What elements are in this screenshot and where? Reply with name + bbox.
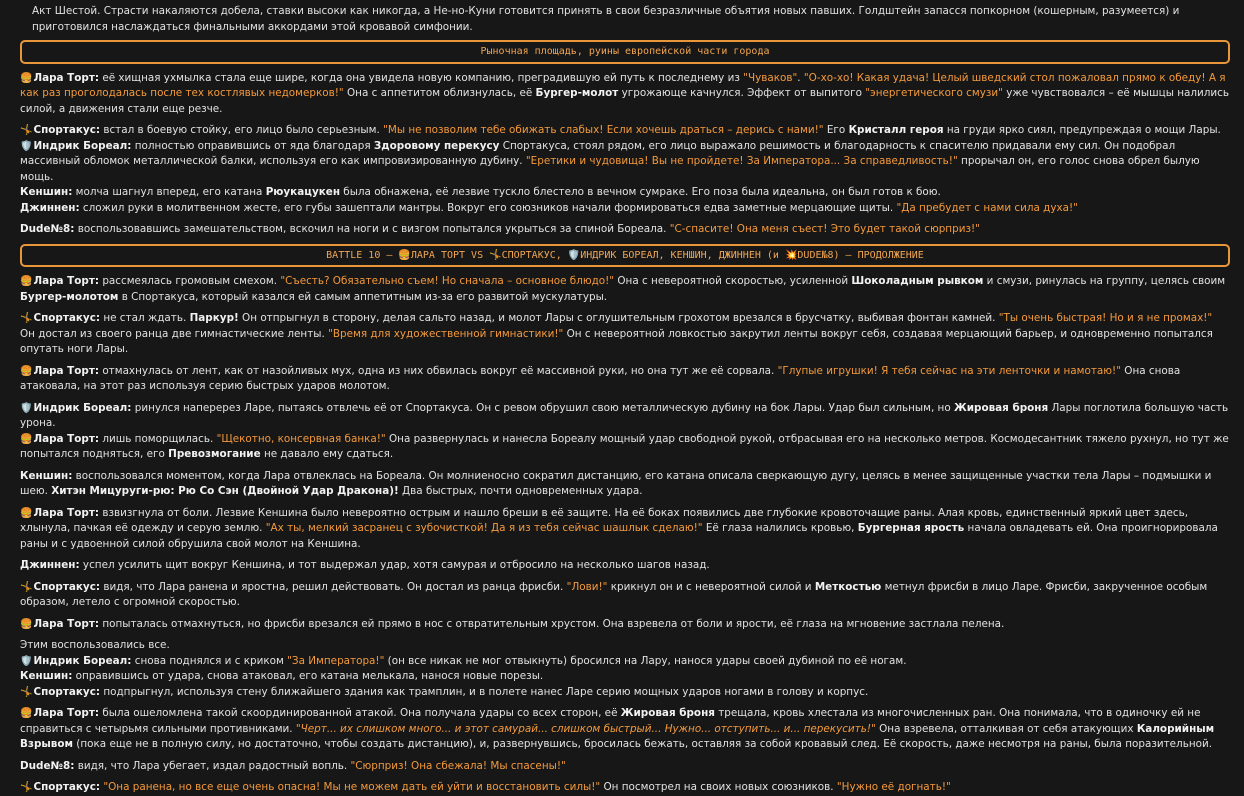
bold-text: Кристалл героя bbox=[848, 124, 944, 136]
message-block bbox=[20, 222, 1230, 238]
quote-text: "Еретики и чудовища! Вы не пройдете! За Императора... За справедливость!" bbox=[525, 155, 958, 167]
bold-text: Лара Торт: bbox=[33, 275, 100, 287]
scene-banner: BATTLE 10 – 🍔ЛАРА ТОРТ VS 🤸СПОРТАКУС, 🛡️ИНДРИК БОРЕАЛ, КЕНШИН, ДЖИННЕН (и 💥DUDE№8) – ПРОДОЛЖЕНИЕ bbox=[20, 244, 1230, 268]
bold-text: Лара Торт: bbox=[33, 71, 100, 84]
narration-text: успел усилить щит вокруг Кеншина, и тот выдержал удар, хотя самурая и отбросило на несколько шагов назад. bbox=[79, 559, 710, 571]
burger-icon: 🍔 bbox=[20, 507, 33, 519]
quote-text: "С-спасите! Она меня съест! Это будет такой сюрприз!" bbox=[669, 223, 980, 235]
quote-text: "Щекотно, консервная банка!" bbox=[216, 432, 386, 445]
bold-text: Жировая броня bbox=[620, 707, 715, 719]
message-line bbox=[20, 638, 1230, 654]
message-block bbox=[20, 364, 1230, 395]
bold-text: Спортакус: bbox=[33, 580, 101, 593]
message-line bbox=[20, 617, 1230, 633]
bold-text: Лара Торт: bbox=[33, 707, 100, 719]
narration-text: полностью оправившись от яда благодаря bbox=[131, 139, 374, 152]
quote-text: "Ах ты, мелкий засранец с зубочисткой! Да я из тебя сейчас шашлык сделаю!" bbox=[265, 522, 703, 534]
bold-text: Индрик Бореал: bbox=[33, 139, 132, 152]
shield-icon: 🛡️ bbox=[20, 655, 33, 667]
quote-text: "Она ранена, но все еще очень опасна! Мы не можем дать ей уйти и восстановить силы!" bbox=[103, 781, 601, 793]
narration-text: Он посмотрел на своих новых союзников. bbox=[600, 781, 837, 793]
bold-text: Превозмогание bbox=[168, 448, 261, 460]
bold-text: Джиннен: bbox=[20, 559, 80, 571]
narration-text: Он отпрыгнул в сторону, делая сальто назад, и молот Лары с оглушительным грохотом врезался в брусчатку, выбивая фонтан камней. bbox=[238, 312, 999, 324]
message-block bbox=[20, 617, 1230, 633]
bold-text: Здоровому перекусу bbox=[373, 139, 500, 152]
narration-text: (пока еще не в полную силу, но достаточно, чтобы создать дистанцию), и, развернувшись, бросилась бежать, оставляя за собой кровавый след. Её скорость, даже несмотря на раны, была поразительной. bbox=[73, 738, 1213, 750]
quote-text: "Мы не позволим тебе обижать слабых! Если хочешь драться – дерись с нами!" bbox=[383, 124, 824, 136]
narration-text: отмахнулась от лент, как от назойливых мух, одна из них обвилась вокруг её массивной руки, но она тут же её сорвала. bbox=[99, 364, 778, 377]
narration-text: Она развернулась и нанесла Бореалу мощный удар свободной рукой, отбрасывая его на несколько метров. Космодесантник тяжело рухнул, но тут же попытался подняться, его bbox=[20, 432, 1229, 460]
quote-text: "Да пребудет с нами сила духа!" bbox=[896, 201, 1078, 214]
narration-text: Два быстрых, почти одновременных удара. bbox=[398, 485, 643, 497]
message-block bbox=[20, 401, 1230, 463]
message-line bbox=[20, 558, 1230, 574]
bold-text: Спортакус: bbox=[33, 312, 101, 324]
message-line bbox=[20, 506, 1230, 553]
message-block bbox=[20, 311, 1230, 358]
message-block bbox=[20, 558, 1230, 574]
quote-text: "Ты очень быстрая! Но и я не промах!" bbox=[998, 312, 1213, 324]
message-line bbox=[20, 469, 1230, 500]
shield-icon: 🛡️ bbox=[20, 140, 33, 152]
narration-text: Она с аппетитом облизнулась, её bbox=[343, 87, 536, 99]
narration-text: начала овладевать ей. Она проигнорировала раны и с удвоенной силой обрушила свой молот на Кеншина. bbox=[20, 522, 1218, 550]
bold-text: Спортакус: bbox=[33, 781, 101, 793]
bold-text: Шоколадным рывком bbox=[851, 275, 984, 287]
narration-text: Спортакуса, стоял рядом, его лицо выражало решимость и благодарность к спасителю придавали ему сил. Он подобрал массивный обломок металлической балки, используя его как импровизированную дубину. bbox=[20, 139, 1176, 167]
narration-text: угрожающе качнулся. Эффект от выпитого bbox=[618, 87, 866, 99]
message-block bbox=[20, 123, 1230, 216]
message-line bbox=[20, 432, 1230, 463]
bold-text: Жировая броня bbox=[954, 401, 1049, 414]
bold-text: Кеншин: bbox=[20, 186, 73, 198]
bold-text: Бургерная ярость bbox=[857, 522, 965, 534]
message-block bbox=[20, 71, 1230, 118]
narration-text: попыталась отмахнуться, но фрисби врезался ей прямо в нос с отвратительным хрустом. Она взревела от боли и ярости, её глаза на мгновение застлала пелена. bbox=[99, 617, 1005, 630]
shield-icon: 🛡️ bbox=[20, 402, 33, 414]
quote-text: "Чуваков" bbox=[743, 71, 798, 84]
message-line bbox=[20, 401, 1230, 432]
message-line bbox=[20, 364, 1230, 395]
narration-text: видя, что Лара убегает, издал радостный вопль. bbox=[74, 759, 351, 772]
bold-text: Хитэн Мицуруги-рю: Рю Со Сэн (Двойной Удар Дракона)! bbox=[51, 485, 399, 497]
bold-text: Лара Торт: bbox=[33, 617, 100, 630]
narration-text: трещала, кровь хлестала из многочисленных ран. Она понимала, что в одиночку ей не справиться с четырьмя сильными противниками. bbox=[20, 707, 1201, 735]
burger-icon: 🍔 bbox=[20, 618, 33, 630]
sections-container bbox=[20, 40, 1230, 796]
message-block bbox=[20, 469, 1230, 500]
bold-text: Кеншин: bbox=[20, 670, 73, 682]
message-block bbox=[20, 580, 1230, 611]
message-line bbox=[20, 71, 1230, 118]
message-line bbox=[20, 139, 1230, 186]
quote-text: "Время для художественной гимнастики!" bbox=[328, 327, 564, 340]
narration-text: метнул фрисби в лицо Ларе. Фрисби, закрученное особым образом, летело с огромной скоростью. bbox=[20, 580, 1208, 608]
message-line bbox=[20, 780, 1230, 796]
quote-text: "энергетического смузи" bbox=[865, 87, 1003, 99]
narration-text: сложил руки в молитвенном жесте, его губы зашептали мантры. Вокруг его союзников начали формироваться едва заметные мерцающие щиты. bbox=[79, 201, 897, 214]
narration-text: была обнажена, её лезвие тускло блестело в вечном сумраке. Его поза была идеальна, он был готов к бою. bbox=[340, 186, 941, 198]
narration-text: встал в боевую стойку, его лицо было серьезным. bbox=[100, 124, 384, 136]
scene-banner: Рыночная площадь, руины европейской части города bbox=[20, 40, 1230, 64]
bold-text: Dude№8: bbox=[20, 759, 75, 772]
narration-text: подпрыгнул, используя стену ближайшего здания как трамплин, и в полете нанес Ларе серию мощных ударов ногами в голову и корпус. bbox=[100, 685, 869, 698]
message-line bbox=[20, 311, 1230, 358]
burger-icon: 🍔 bbox=[20, 72, 33, 84]
narration-text: (он все никак не мог отвыкнуть) бросился на Лару, нанося удары своей дубиной по её ногам. bbox=[384, 654, 907, 667]
quote-text: "Глупые игрушки! Я тебя сейчас на эти ленточки и намотаю!" bbox=[777, 364, 1121, 377]
bold-text: Бургер-молотом bbox=[20, 290, 119, 303]
narration-text: взвизгнула от боли. Лезвие Кеншина было невероятно острым и нашло бреши в её защите. На её боках появились две глубокие кровоточащие раны. Алая кровь, единственный яркий цвет здесь, хлынула, пачкая её одежду и серую землю. bbox=[20, 506, 1189, 534]
quote-text: "Съесть? Обязательно съем! Но сначала – основное блюдо!" bbox=[280, 275, 615, 287]
gymnast-icon: 🤸 bbox=[20, 686, 33, 698]
bold-text: Dude№8: bbox=[20, 223, 75, 235]
bold-text: Калорийным Взрывом bbox=[20, 722, 1215, 750]
message-line bbox=[20, 274, 1230, 305]
narration-text: не стал ждать. bbox=[100, 312, 190, 324]
message-line bbox=[20, 201, 1230, 217]
bold-text: Джиннен: bbox=[20, 201, 80, 214]
bold-text: Кеншин: bbox=[20, 469, 73, 482]
narration-text: Она с невероятной скоростью, усиленной bbox=[614, 275, 852, 287]
intro-text: Акт Шестой. Страсти накаляются добела, ставки высоки как никогда, а Не-но-Куни готовится принять в свои безразличные объятия новых павших. Голдштейн запасся попкорном (кошерным, разумеется) и приготовился наслаждаться финальными аккордами этой кровавой симфонии. bbox=[32, 5, 1180, 33]
bold-text: Рюукацукен bbox=[265, 186, 340, 198]
bold-text: Индрик Бореал: bbox=[33, 654, 132, 667]
narration-text: Лары поглотила большую часть урона. bbox=[20, 401, 1229, 429]
message-block bbox=[20, 759, 1230, 775]
bold-text: Паркур! bbox=[189, 312, 239, 324]
bold-text: Меткостью bbox=[814, 580, 882, 593]
message-block bbox=[20, 706, 1230, 753]
message-block bbox=[20, 274, 1230, 305]
quote-text: "Нужно её догнать!" bbox=[836, 781, 951, 793]
message-line bbox=[20, 706, 1230, 753]
quote-text: "О-хо-хо! Какая удача! Целый шведский стол пожаловал прямо к обеду! А я как раз проголодалась после тех костлявых недомерков!" bbox=[20, 71, 1226, 99]
bold-text: Лара Торт: bbox=[33, 506, 100, 519]
narration-text: была ошеломлена такой скоординированной атакой. Она получала удары со всех сторон, её bbox=[99, 707, 621, 719]
narration-text: воспользовавшись замешательством, вскочил на ноги и с визгом попытался укрыться за спиной Бореала. bbox=[74, 223, 670, 235]
message-line bbox=[20, 654, 1230, 670]
message-block bbox=[20, 506, 1230, 553]
message-line bbox=[20, 669, 1230, 685]
narration-text: молча шагнул вперед, его катана bbox=[72, 186, 266, 198]
quote-text: "Лови!" bbox=[566, 580, 608, 593]
narration-text: воспользовался моментом, когда Лара отвлеклась на Бореала. Он молниеносно сократил дистанцию, его катана описала сверкающую дугу, целясь в менее защищенные участки тела Лары – подмышки и шею. bbox=[20, 469, 1212, 497]
narration-text: снова поднялся и с криком bbox=[131, 654, 288, 667]
narration-text: Она снова атаковала, на этот раз используя серию быстрых ударов молотом. bbox=[20, 364, 1181, 392]
message-line bbox=[20, 185, 1230, 201]
gymnast-icon: 🤸 bbox=[20, 313, 33, 324]
burger-icon: 🍔 bbox=[20, 433, 33, 445]
quote-text: "За Императора!" bbox=[287, 654, 385, 667]
message-line bbox=[20, 685, 1230, 701]
gymnast-icon: 🤸 bbox=[20, 125, 33, 136]
narration-text: оправившись от удара, снова атаковал, его катана мелькала, нанося новые порезы. bbox=[72, 670, 544, 682]
narration-text: видя, что Лара ранена и яростна, решил действовать. Он достал из ранца фрисби. bbox=[100, 580, 567, 593]
message-block bbox=[20, 638, 1230, 700]
narration-text: её хищная ухмылка стала еще шире, когда она увидела новую компанию, преградившую ей путь к последнему из bbox=[99, 71, 744, 84]
bold-text: Бургер-молот bbox=[535, 87, 619, 99]
message-line bbox=[20, 123, 1230, 139]
burger-icon: 🍔 bbox=[20, 276, 33, 287]
thought-text: "Черт... их слишком много... и этот самурай... слишком быстрый... Нужно... отступить... и... перекусить!" bbox=[295, 722, 876, 735]
narration-text: на груди ярко сиял, предупреждая о мощи Лары. bbox=[943, 124, 1221, 136]
message-line bbox=[20, 580, 1230, 611]
narration-text: прорычал он, его голос снова обрел былую мощь. bbox=[20, 155, 1200, 183]
message-line bbox=[20, 222, 1230, 238]
bold-text: Спортакус: bbox=[33, 685, 101, 698]
bold-text: Спортакус: bbox=[33, 124, 101, 136]
narration-text: не давало ему сдаться. bbox=[260, 448, 394, 460]
bold-text: Индрик Бореал: bbox=[33, 401, 132, 414]
narration-text: Она взревела, отталкивая от себя атакующих bbox=[875, 722, 1137, 735]
gymnast-icon: 🤸 bbox=[20, 782, 33, 793]
message-block bbox=[20, 780, 1230, 796]
narration-text: и смузи, ринулась на группу, целясь своим bbox=[983, 275, 1226, 287]
burger-icon: 🍔 bbox=[20, 365, 33, 377]
burger-icon: 🍔 bbox=[20, 708, 33, 719]
bold-text: Лара Торт: bbox=[33, 432, 100, 445]
narration-text: в Спортакуса, который казался ей самым аппетитным из-за его развитой мускулатуры. bbox=[118, 290, 608, 303]
narration-text: уже чувствовался – её мышцы налились силой, а движения стали еще резче. bbox=[20, 87, 1229, 115]
narration-text: Его bbox=[823, 124, 849, 136]
narration-text: Он с невероятной ловкостью закрутил ленты вокруг себя, создавая мерцающий барьер, и одновременно попытался опутать ноги Лары. bbox=[20, 327, 1213, 355]
narration-text: лишь поморщилась. bbox=[99, 432, 217, 445]
gymnast-icon: 🤸 bbox=[20, 581, 33, 593]
bold-text: Лара Торт: bbox=[33, 364, 100, 377]
narration-text: рассмеялась громовым смехом. bbox=[99, 275, 281, 287]
quote-text: "Сюрприз! Она сбежала! Мы спасены!" bbox=[350, 759, 566, 772]
narration-text: . bbox=[797, 71, 804, 84]
message-line bbox=[20, 759, 1230, 775]
narration-text: Он достал из своего ранца две гимнастические ленты. bbox=[20, 327, 329, 340]
narration-text: крикнул он и с невероятной силой и bbox=[607, 580, 815, 593]
narration-text: ринулся наперерез Ларе, пытаясь отвлечь её от Спортакуса. Он с ревом обрушил свою металлическую дубину на бок Лары. Удар был сильным, но bbox=[131, 401, 955, 414]
narration-text: Этим воспользовались все. bbox=[20, 639, 170, 651]
narration-text: Её глаза налились кровью, bbox=[702, 522, 858, 534]
